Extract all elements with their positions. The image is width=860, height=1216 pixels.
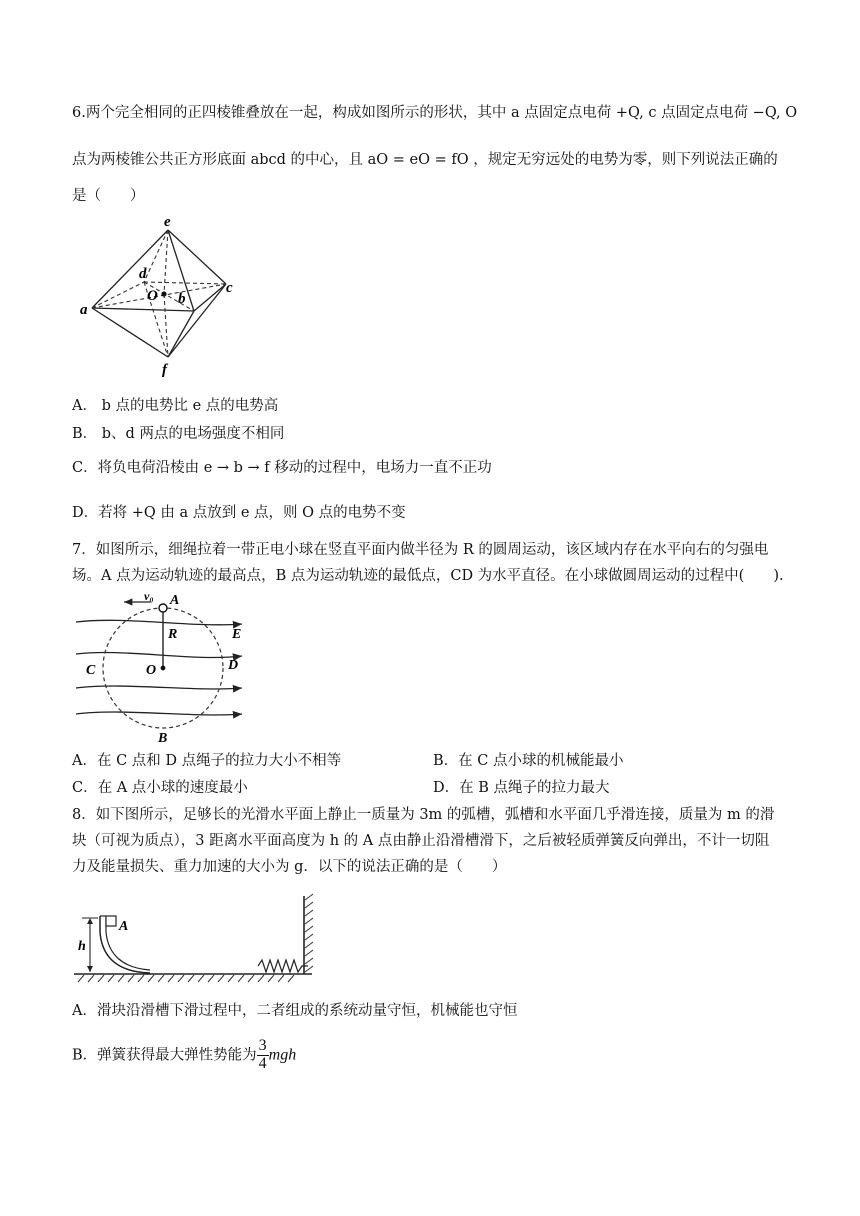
q6-stem-line1 bbox=[72, 103, 797, 125]
q6-stem-line2 bbox=[72, 150, 778, 172]
q8-block-A bbox=[106, 916, 116, 926]
q6-stem-line3 bbox=[72, 186, 145, 208]
q7-option-B bbox=[433, 751, 623, 773]
q6-option-A-text: A． b 点的电势比 e 点的电势高 bbox=[72, 398, 279, 414]
q6-option-B-text: B． b、d 两点的电场强度不相同 bbox=[72, 426, 285, 442]
q8-line2-text: 块（可视为质点），3 距离水平面高度为 h 的 A 点由静止沿滑槽滑下，之后被轻质弹簧反向弹出，不计一切阻 bbox=[72, 833, 770, 849]
q7-label-B: B bbox=[158, 731, 168, 744]
q6-option-C bbox=[72, 458, 492, 480]
q8-fraction-numerator: 3 bbox=[258, 1037, 267, 1054]
q7-label-E: E bbox=[232, 627, 242, 642]
q8-option-B bbox=[72, 1038, 296, 1073]
q7-option-B-text: B．在 C 点小球的机械能最小 bbox=[433, 753, 624, 769]
q8-option-B-prefix: B．弹簧获得最大弹性势能为 bbox=[72, 1047, 257, 1064]
q8-label-h: h bbox=[78, 939, 86, 954]
q6-label-c: c bbox=[226, 280, 233, 296]
q7-ball bbox=[159, 604, 167, 612]
q6-line3-text: 是（ ） bbox=[72, 188, 145, 204]
q7-label-R: R bbox=[168, 627, 178, 642]
q7-option-D bbox=[433, 778, 610, 800]
q8-option-A bbox=[72, 1001, 517, 1023]
q8-option-B-suffix: mgh bbox=[268, 1046, 297, 1064]
q6-line1-text: 6.两个完全相同的正四棱锥叠放在一起，构成如图所示的形状，其中 a 点固定点电荷 +Q, c 点固定点电荷 −Q, O bbox=[72, 105, 798, 121]
q8-line3-text: 力及能量损失、重力加速的大小为 g．以下的说法正确的是（ ） bbox=[72, 859, 507, 875]
q6-label-O: O bbox=[147, 288, 158, 304]
q7-option-A bbox=[72, 751, 341, 773]
q7-label-C: C bbox=[86, 663, 96, 678]
q6-label-f: f bbox=[162, 362, 167, 378]
q6-label-a: a bbox=[80, 302, 88, 318]
q7-line1-text: 7．如图所示，细绳拉着一带正电小球在竖直平面内做半径为 R 的圆周运动，该区域内存在水平向右的匀强电 bbox=[72, 542, 769, 558]
q7-label-D: D bbox=[228, 658, 239, 673]
q6-label-b: b bbox=[178, 291, 186, 307]
q7-label-O: O bbox=[146, 663, 157, 678]
q7-option-C bbox=[72, 778, 248, 800]
q7-label-v0: v₀ bbox=[144, 592, 154, 603]
q6-octahedron-figure bbox=[76, 212, 256, 382]
q6-option-B bbox=[72, 424, 284, 446]
q6-option-C-text: C．将负电荷沿棱由 e → b → f 移动的过程中，电场力一直不正功 bbox=[72, 460, 492, 476]
q8-stem-line3 bbox=[72, 857, 506, 879]
q8-stem-line1 bbox=[72, 805, 774, 827]
q6-label-e: e bbox=[164, 214, 171, 230]
q8-option-A-text: A．滑块沿滑槽下滑过程中，二者组成的系统动量守恒，机械能也守恒 bbox=[72, 1003, 518, 1019]
q6-option-D bbox=[72, 503, 406, 525]
q8-stem-line2 bbox=[72, 831, 769, 853]
q8-line1-text: 8．如下图所示，足够长的光滑水平面上静止一质量为 3m 的弧槽，弧槽和水平面几乎滑连接，质量为 m 的滑 bbox=[72, 807, 775, 823]
q7-option-D-text: D．在 B 点绳子的拉力最大 bbox=[433, 780, 610, 796]
q8-fraction-denominator: 4 bbox=[258, 1054, 267, 1072]
q8-slide-spring-figure bbox=[72, 892, 322, 984]
q6-option-A bbox=[72, 396, 278, 418]
q7-option-A-text: A．在 C 点和 D 点绳子的拉力大小不相等 bbox=[72, 753, 342, 769]
q7-circular-motion-figure bbox=[74, 592, 254, 744]
q7-line2-text: 场。A 点为运动轨迹的最高点，B 点为运动轨迹的最低点，CD 为水平直径。在小球做圆周运动的过程中( ). bbox=[72, 568, 784, 584]
q6-line2-text: 点为两棱锥公共正方形底面 abcd 的中心，且 aO = eO = fO ，规定无穷远处的电势为零，则下列说法正确的 bbox=[72, 152, 778, 168]
q7-center-point bbox=[161, 666, 166, 671]
q7-stem-line1 bbox=[72, 540, 768, 562]
q6-label-d: d bbox=[139, 266, 147, 282]
q7-option-C-text: C．在 A 点小球的速度最小 bbox=[72, 780, 248, 796]
q7-stem-line2 bbox=[72, 566, 784, 588]
q6-center-point bbox=[161, 291, 166, 296]
q8-option-B-fraction bbox=[257, 1038, 269, 1073]
q8-label-A: A bbox=[119, 919, 129, 934]
q7-label-A: A bbox=[170, 593, 180, 608]
q6-option-D-text: D．若将 +Q 由 a 点放到 e 点，则 O 点的电势不变 bbox=[72, 505, 406, 521]
